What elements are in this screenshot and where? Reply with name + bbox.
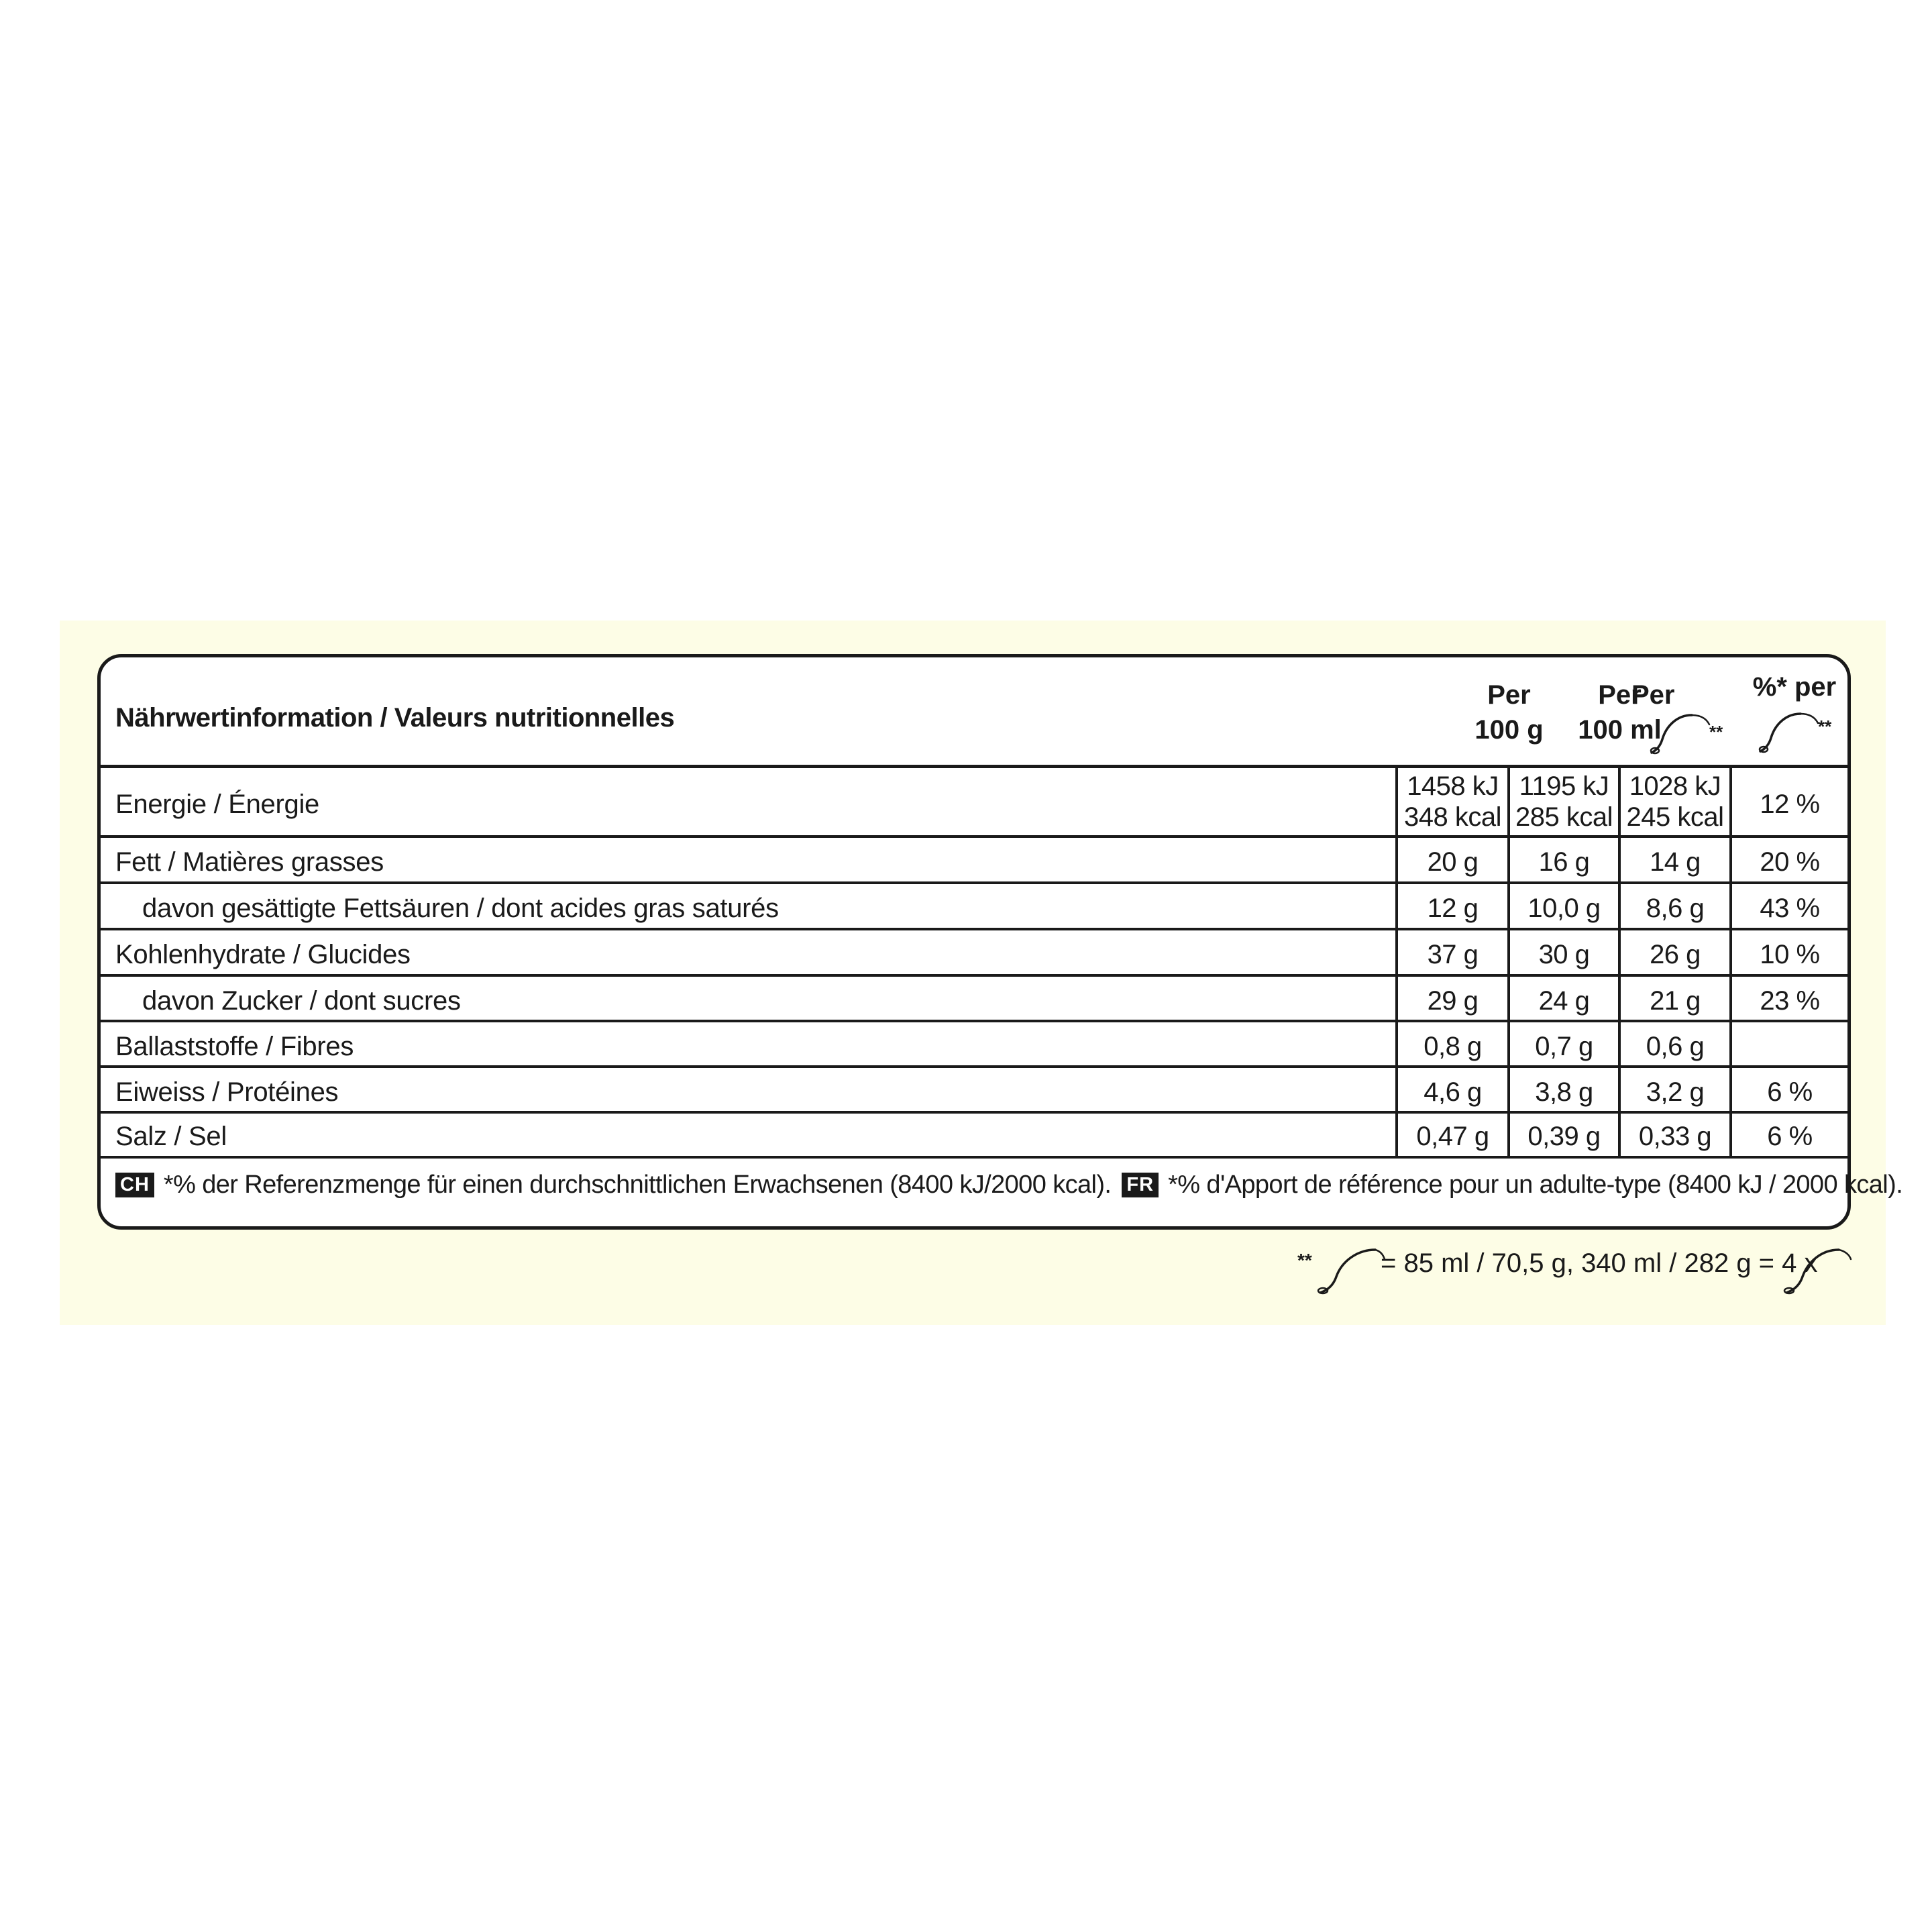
value-per-100g: 29 g (1427, 986, 1479, 1016)
row-label: Kohlenhydrate / Glucides (115, 940, 411, 969)
column-header-line1: %* per (1752, 672, 1837, 702)
portion-note-text: = 85 ml / 70,5 g, 340 ml / 282 g = 4 x (1381, 1248, 1818, 1278)
value-per-100ml: 0,39 g (1527, 1122, 1601, 1151)
value-per-100ml: 16 g (1538, 847, 1590, 877)
table-row-fat (101, 838, 1847, 884)
value-per-portion: 0,6 g (1646, 1032, 1705, 1061)
value-per-portion: 0,33 g (1638, 1122, 1712, 1151)
row-label: Energie / Énergie (115, 790, 319, 819)
energy-per-100ml (1510, 771, 1618, 833)
column-header-line1: Per (1598, 680, 1642, 710)
value-per-100ml: 24 g (1538, 986, 1590, 1016)
row-label: davon Zucker / dont sucres (142, 986, 461, 1016)
column-header-percent-per-portion (1744, 669, 1845, 704)
footnote-ch-text: *% der Referenzmenge für einen durchschnittlichen Erwachsenen (8400 kJ/2000 kcal). (163, 1171, 1112, 1199)
value-per-100g: 37 g (1427, 940, 1479, 969)
ch-flag-badge: CH (115, 1173, 154, 1197)
column-header-line2: 100 ml (1578, 715, 1662, 745)
table-title: Nährwertinformation / Valeurs nutritionnelles (115, 703, 675, 733)
energy-per-portion (1621, 771, 1729, 833)
value-percent: 6 % (1767, 1077, 1813, 1107)
value-percent: 6 % (1767, 1122, 1813, 1151)
energy-percent: 12 % (1760, 790, 1820, 819)
value-per-100g: 12 g (1427, 894, 1479, 923)
portion-note (1295, 1244, 1865, 1305)
fr-flag-badge: FR (1122, 1173, 1159, 1197)
value-per-100ml: 30 g (1538, 940, 1590, 969)
row-label: Eiweiss / Protéines (115, 1077, 339, 1107)
row-label: Salz / Sel (115, 1122, 227, 1151)
table-row-saturated-fat (101, 884, 1847, 930)
value-per-portion: 21 g (1650, 986, 1701, 1016)
value-per-100g: 4,6 g (1424, 1077, 1482, 1107)
value-per-portion: 8,6 g (1646, 894, 1705, 923)
spoon-icon (1754, 708, 1834, 758)
value-per-100g: 20 g (1427, 847, 1479, 877)
value-percent: 20 % (1760, 847, 1820, 877)
double-asterisk-marker: ** (1709, 722, 1723, 742)
value-per-100g: 0,8 g (1424, 1032, 1482, 1061)
nutrition-table (97, 654, 1903, 1230)
column-header-line2: 100 g (1474, 715, 1544, 745)
energy-per-100g (1398, 771, 1507, 833)
reference-intake-footnote (115, 1171, 1902, 1199)
energy-kcal: 285 kcal (1515, 802, 1613, 832)
value-per-100ml: 0,7 g (1535, 1032, 1593, 1061)
spoon-icon (1648, 711, 1721, 758)
value-percent: 23 % (1760, 986, 1820, 1016)
table-row-protein (101, 1068, 1847, 1114)
energy-kj: 1195 kJ (1519, 771, 1609, 801)
energy-kj: 1458 kJ (1407, 771, 1499, 801)
spoon-icon (1774, 1246, 1855, 1299)
double-asterisk-marker: ** (1818, 716, 1832, 737)
footnote-fr-text: *% d'Apport de référence pour un adulte-type (8400 kJ / 2000 kcal). (1168, 1171, 1903, 1199)
value-per-portion: 3,2 g (1646, 1077, 1705, 1107)
table-row-energy (101, 768, 1847, 838)
column-header-line1: Per (1631, 680, 1675, 710)
table-row-carbohydrates (101, 930, 1847, 977)
value-percent: 10 % (1760, 940, 1820, 969)
double-asterisk-marker: ** (1297, 1250, 1312, 1271)
energy-kcal: 348 kcal (1404, 802, 1501, 832)
row-label: davon gesättigte Fettsäuren / dont acides gras saturés (142, 894, 779, 923)
table-row-fibre (101, 1022, 1847, 1068)
value-per-portion: 14 g (1650, 847, 1701, 877)
value-percent: 43 % (1760, 894, 1820, 923)
column-header-per-100g (1454, 678, 1564, 747)
column-header-line1: Per (1487, 680, 1531, 710)
value-per-portion: 26 g (1650, 940, 1701, 969)
energy-kj: 1028 kJ (1629, 771, 1721, 801)
value-per-100g: 0,47 g (1416, 1122, 1489, 1151)
spoon-icon (1297, 1246, 1378, 1299)
table-row-salt (101, 1114, 1847, 1159)
table-row-sugars (101, 977, 1847, 1022)
value-per-100ml: 10,0 g (1527, 894, 1601, 923)
energy-kcal: 245 kcal (1626, 802, 1724, 832)
value-per-100ml: 3,8 g (1535, 1077, 1593, 1107)
column-header-per-portion (1631, 678, 1746, 712)
table-header (101, 657, 1847, 768)
row-label: Ballaststoffe / Fibres (115, 1032, 354, 1061)
row-label: Fett / Matières grasses (115, 847, 384, 877)
